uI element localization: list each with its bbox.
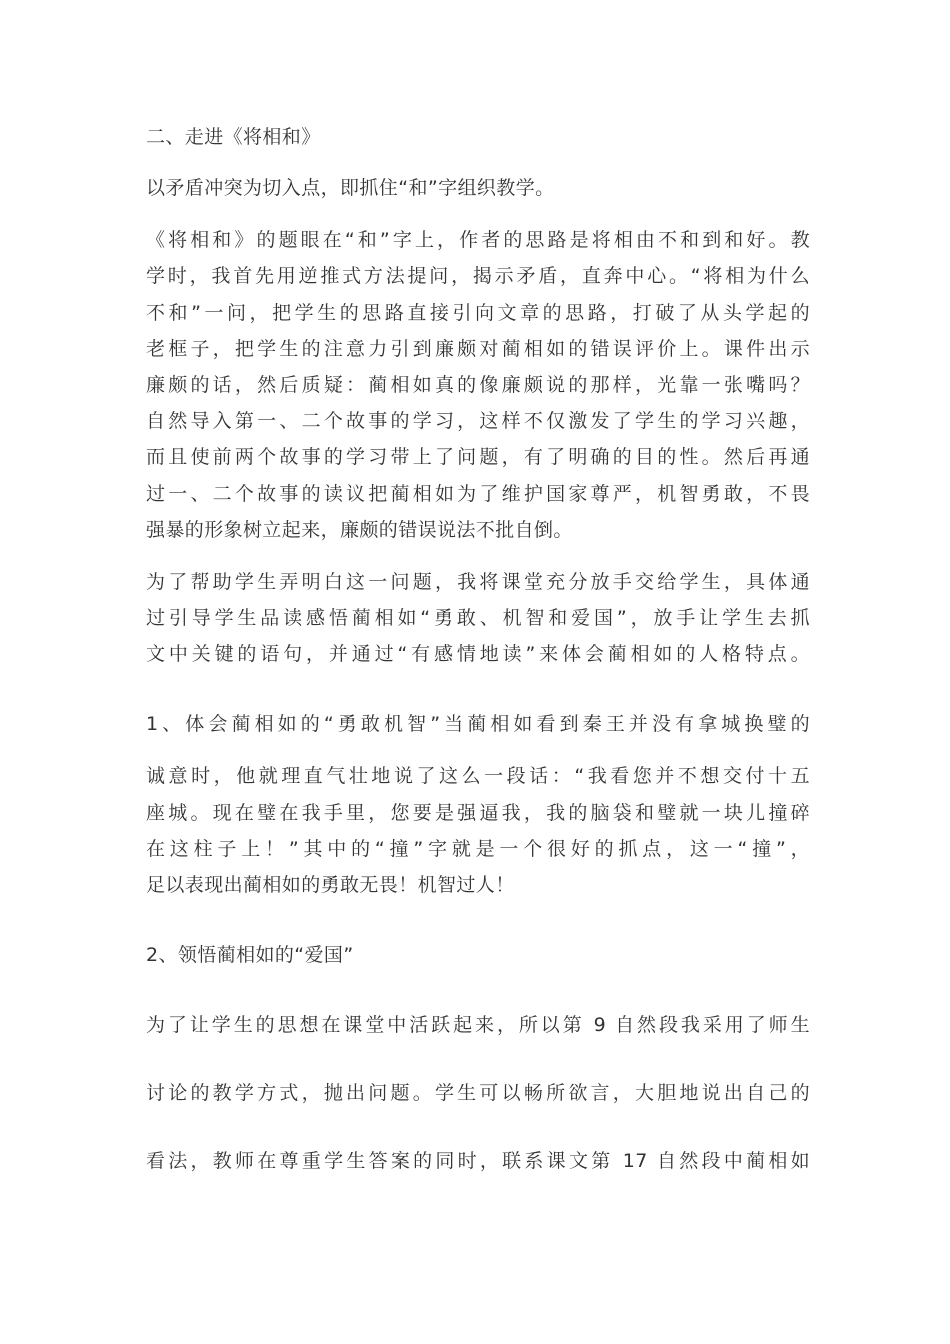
paragraph-line: 老框子，把学生的注意力引到廉颇对蔺相如的错误评价上。课件出示 (146, 338, 810, 360)
section-line: 在这柱子上！”其中的“撞”字就是一个很好的抓点，这一“撞”， (146, 838, 810, 860)
paragraph-line: 《将相和》的题眼在“和”字上，作者的思路是将相由不和到和好。教 (146, 229, 810, 251)
section-line: 诚意时，他就理直气壮地说了这么一段话：“我看您并不想交付十五 (146, 765, 810, 787)
paragraph-line: 自然导入第一、二个故事的学习，这样不仅激发了学生的学习兴趣， (146, 410, 810, 432)
section-heading: 2、领悟蔺相如的“爱国” (146, 944, 354, 966)
section-line: 1、体会蔺相如的“勇敢机智”当蔺相如看到秦王并没有拿城换璧的 (146, 713, 810, 735)
paragraph-line: 看法，教师在尊重学生答案的同时，联系课文第 17 自然段中蔺相如 (146, 1150, 810, 1172)
paragraph-line: 为了让学生的思想在课堂中活跃起来，所以第 9 自然段我采用了师生 (146, 1014, 810, 1036)
section-heading: 二、走进《将相和》 (146, 126, 321, 148)
paragraph-line: 不和”一问，把学生的思路直接引向文章的思路，打破了从头学起的 (146, 302, 810, 324)
paragraph-line: 过一、二个故事的读议把蔺相如为了维护国家尊严，机智勇敢，不畏 (146, 483, 810, 505)
paragraph-line: 廉颇的话，然后质疑：蔺相如真的像廉颇说的那样，光靠一张嘴吗？ (146, 374, 810, 396)
paragraph-line: 学时，我首先用逆推式方法提问，揭示矛盾，直奔中心。“将相为什么 (146, 265, 810, 287)
paragraph-line: 过引导学生品读感悟蔺相如“勇敢、机智和爱国”，放手让学生去抓 (146, 607, 810, 629)
paragraph-line: 讨论的教学方式，抛出问题。学生可以畅所欲言，大胆地说出自己的 (146, 1082, 810, 1104)
section-line: 座城。现在璧在我手里，您要是强逼我，我的脑袋和璧就一块儿撞碎 (146, 802, 810, 824)
paragraph-line: 文中关键的语句，并通过“有感情地读”来体会蔺相如的人格特点。 (146, 643, 810, 665)
paragraph-line: 为了帮助学生弄明白这一问题，我将课堂充分放手交给学生，具体通 (146, 571, 810, 593)
intro-line: 以矛盾冲突为切入点，即抓住“和”字组织教学。 (146, 177, 555, 199)
paragraph-line: 强暴的形象树立起来，廉颇的错误说法不批自倒。 (146, 519, 573, 541)
section-line: 足以表现出蔺相如的勇敢无畏！机智过人！ (146, 874, 515, 896)
paragraph-line: 而且使前两个故事的学习带上了问题，有了明确的目的性。然后再通 (146, 446, 810, 468)
